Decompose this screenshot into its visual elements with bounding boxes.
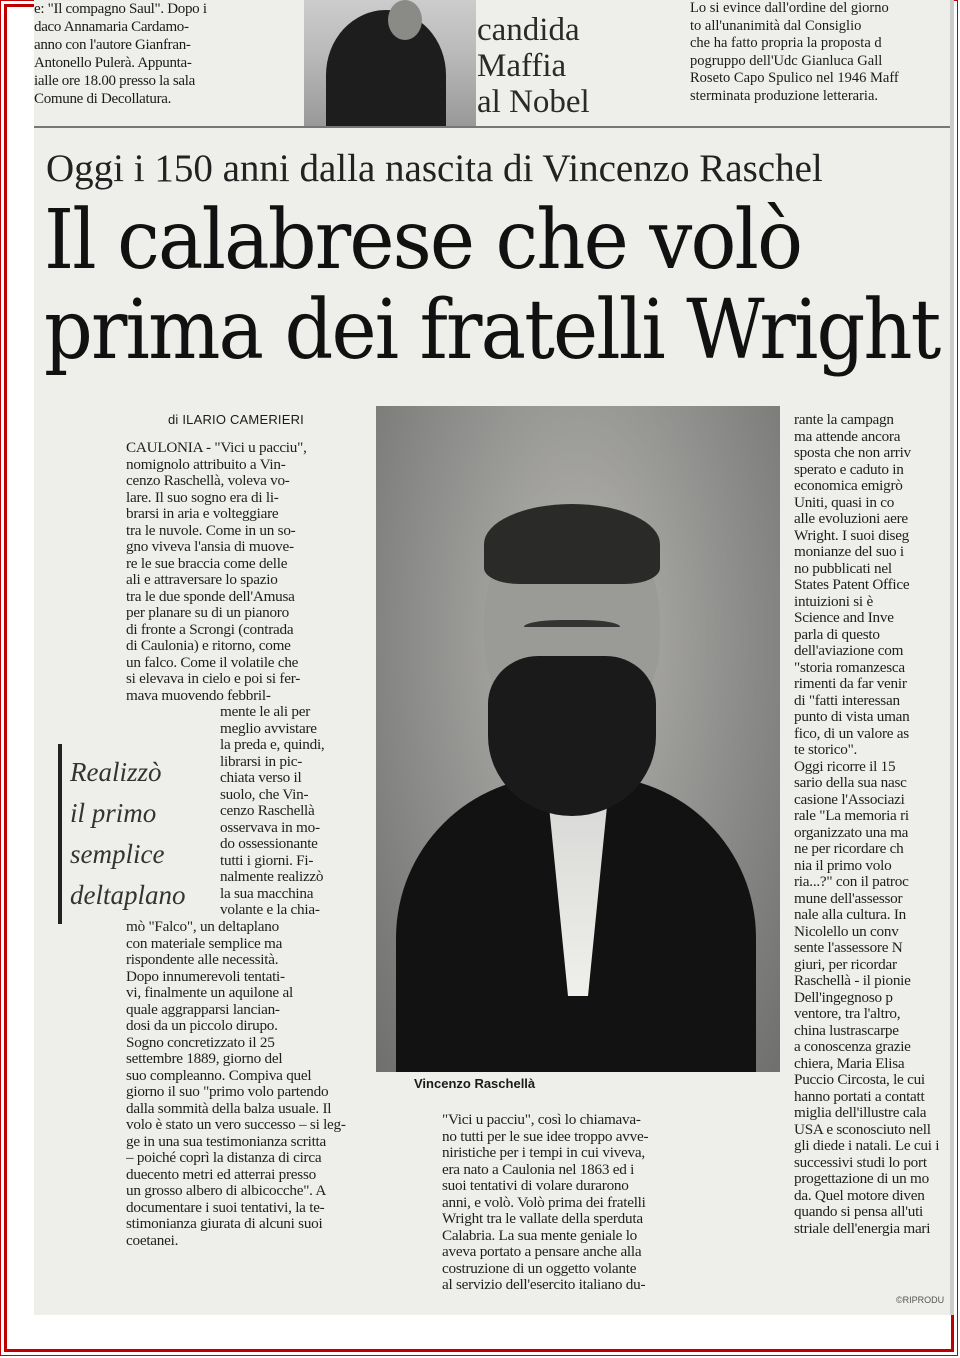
text-line: Comune di Decollatura. — [34, 91, 172, 107]
text-line: la preda e, quindi, — [220, 737, 325, 753]
text-line: no tutti per le sue idee troppo avve- — [442, 1128, 649, 1145]
text-line: china lustrascarpe — [794, 1022, 899, 1039]
column-1-wrap — [220, 704, 396, 919]
text-line: pogruppo dell'Udc Gianluca Gall — [690, 52, 883, 69]
text-line: duecento metri ed atterrai presso — [126, 1166, 316, 1183]
text-line: mente le ali per — [220, 704, 311, 720]
text-line: suolo, che Vin- — [220, 786, 309, 803]
scan-edge — [950, 0, 954, 1315]
text-line: mune dell'assessor — [794, 890, 903, 907]
text-line: ge in una sua testimonianza scritta — [126, 1133, 327, 1150]
text-line: con materiale semplice ma — [126, 935, 283, 952]
headline-line: al Nobel — [477, 84, 590, 120]
text-line: Calabria. La sua mente geniale lo — [442, 1227, 638, 1244]
text-line: Nicolello un conv — [794, 923, 899, 940]
photo-silhouette — [326, 10, 446, 126]
text-line: costruzione di un oggetto volante — [442, 1260, 637, 1277]
text-line: nia il primo volo — [794, 857, 892, 874]
text-line: successivi studi lo port — [794, 1154, 927, 1171]
text-line: ria...?" con il patroc — [794, 874, 909, 890]
text-line: chiata verso il — [220, 770, 302, 786]
text-line: un grosso albero di albicocche". A — [126, 1183, 327, 1199]
photo-caption: Vincenzo Raschellà — [414, 1076, 536, 1091]
text-line: anno con l'autore Gianfran- — [34, 37, 191, 53]
top-divider — [34, 126, 954, 128]
text-line: Lo si evince dall'ordine del giorno — [690, 0, 889, 16]
newspaper-clipping — [34, 0, 954, 1315]
text-line: re le sue braccia come delle — [126, 555, 288, 572]
photo-face — [388, 0, 422, 40]
text-line: Antonello Pulerà. Appunta- — [34, 55, 192, 71]
text-line: suo compleanno. Compiva quel — [126, 1067, 312, 1084]
text-line: chiera, Maria Elisa — [794, 1055, 905, 1072]
text-line: Dopo innumerevoli tentati- — [126, 968, 285, 985]
text-line: Puccio Circosta, le cui — [794, 1072, 925, 1088]
text-line: miglia dell'illustre cala — [794, 1105, 927, 1121]
text-line: intuizioni si è — [794, 593, 873, 610]
text-line: ne per ricordare ch — [794, 841, 904, 857]
portrait-beard — [488, 656, 656, 816]
text-line: tutti i giorni. Fi- — [220, 852, 314, 869]
text-line: monianze del suo i — [794, 544, 904, 560]
text-line: Science and Inve — [794, 610, 894, 626]
text-line: che ha fatto propria la proposta d — [690, 35, 882, 51]
kicker-headline: Oggi i 150 anni dalla nascita di Vincenzo Raschel — [46, 147, 823, 190]
top-photo — [304, 0, 476, 126]
text-line: fico, di un valore as — [794, 725, 909, 742]
text-line: organizzato una ma — [794, 824, 909, 841]
text-line: settembre 1889, giorno del — [126, 1051, 283, 1067]
text-line: ventore, tra l'altro, — [794, 1006, 901, 1022]
text-line: era nato a Caulonia nel 1863 ed i — [442, 1161, 635, 1178]
text-line: "Vici u pacciu", così lo chiamava- — [442, 1112, 641, 1128]
text-line: documentare i suoi tentativi, la te- — [126, 1199, 325, 1216]
text-line: al servizio dell'esercito italiano du- — [442, 1277, 646, 1293]
column-2 — [442, 1112, 770, 1294]
column-1-bottom — [126, 919, 394, 1249]
text-line: tra le nuvole. Come in un so- — [126, 522, 296, 539]
text-line: mò "Falco", un deltaplano — [126, 919, 279, 935]
text-line: nale alla cultura. In — [794, 907, 906, 923]
text-line: la sua macchina — [220, 885, 314, 902]
text-line: un falco. Come il volatile che — [126, 654, 299, 671]
text-line: e: "Il compagno Saul". Dopo i — [34, 1, 207, 17]
text-line: di "fatti interessan — [794, 692, 900, 709]
text-line: vi, finalmente un aquilone al — [126, 985, 293, 1001]
text-line: per planare su di un pianoro — [126, 605, 289, 621]
text-line: sario della sua nasc — [794, 775, 907, 791]
text-line: to all'unanimità dal Consiglio — [690, 17, 862, 34]
text-line: Sogno concretizzato il 25 — [126, 1034, 275, 1051]
text-line: cenzo Raschellà, voleva vo- — [126, 473, 290, 489]
text-line: quale aggrapparsi lancian- — [126, 1001, 280, 1018]
text-line: striale dell'energia mari — [794, 1220, 931, 1237]
pull-quote — [70, 752, 200, 916]
column-3 — [794, 412, 954, 1237]
text-line: meglio avvistare — [220, 720, 317, 737]
portrait-brow — [524, 620, 620, 637]
text-line: cenzo Raschellà — [220, 803, 315, 819]
column-1 — [126, 440, 394, 704]
text-line: do ossessionante — [220, 836, 318, 852]
text-line: Raschellà - il pionie — [794, 973, 911, 989]
text-line: quando si pensa all'uti — [794, 1204, 924, 1220]
text-line: Roseto Capo Spulico nel 1946 Maff — [690, 70, 899, 86]
text-line: gli diede i natali. Le cui i — [794, 1138, 940, 1154]
text-line: giorno il suo "primo volo partendo — [126, 1084, 329, 1100]
text-line: dalla sommità della balza usuale. Il — [126, 1100, 332, 1117]
text-line: si elevava in cielo e poi si fer- — [126, 671, 301, 687]
text-line: brarsi in aria e volteggiare — [126, 506, 279, 522]
portrait-photo — [376, 406, 780, 1072]
copyright-note: ©RIPRODU — [896, 1295, 945, 1305]
text-line: rimenti da far venir — [794, 676, 907, 692]
text-line: rispondente alle necessità. — [126, 952, 279, 968]
text-line: anni, e volò. Volò prima dei fratelli — [442, 1194, 646, 1211]
pull-quote-line: deltaplano — [70, 880, 186, 910]
text-line: di fronte a Scrongi (contrada — [126, 621, 294, 638]
pull-quote-line: il primo — [70, 798, 157, 828]
headline-line-2: prima dei fratelli Wright — [44, 283, 940, 378]
text-line: di Caulonia) e ritorno, come — [126, 638, 291, 654]
text-line: mava muovendo febbril- — [126, 687, 271, 704]
portrait-hair — [484, 504, 660, 584]
text-line: giuri, per ricordar — [794, 956, 897, 973]
headline-line: Maffia — [477, 48, 567, 84]
top-right-article — [690, 0, 954, 126]
text-line: States Patent Office — [794, 577, 910, 593]
text-line: Uniti, quasi in co — [794, 494, 895, 511]
text-line: progettazione di un mo — [794, 1171, 929, 1187]
text-line: suoi tentativi di volare durarono — [442, 1178, 629, 1194]
text-line: stimonianza giurata di alcuni suoi — [126, 1216, 323, 1232]
text-line: dosi da un piccolo dirupo. — [126, 1018, 278, 1034]
text-line: tra le due sponde dell'Amusa — [126, 588, 295, 605]
text-line: "storia romanzesca — [794, 659, 905, 676]
pull-quote-line: semplice — [70, 839, 165, 869]
text-line: sente l'assessore N — [794, 940, 903, 956]
text-line: Dell'ingegnoso p — [794, 989, 893, 1006]
headline-line: candida — [477, 12, 580, 48]
text-line: niristiche per i tempi in cui viveva, — [442, 1145, 645, 1161]
text-line: volante e la chia- — [220, 902, 320, 918]
text-line: sterminata produzione letteraria. — [690, 87, 879, 104]
text-line: da. Quel motore diven — [794, 1187, 925, 1204]
text-line: ali e attraversare lo spazio — [126, 572, 278, 588]
text-line: lare. Il suo sogno era di li- — [126, 489, 279, 506]
main-headline — [44, 193, 940, 378]
text-line: librarsi in pic- — [220, 753, 303, 770]
text-line: coetanei. — [126, 1232, 179, 1249]
text-line: ma attende ancora — [794, 428, 901, 445]
text-line: USA e sconosciuto nell — [794, 1121, 931, 1138]
text-line: CAULONIA - "Vici u pacciu", — [126, 440, 307, 456]
text-line: no pubblicati nel — [794, 560, 892, 577]
text-line: Wright. I suoi diseg — [794, 527, 910, 544]
text-line: casione l'Associazi — [794, 791, 905, 808]
text-line: economica emigrò — [794, 478, 903, 494]
byline: di ILARIO CAMERIERI — [168, 412, 304, 427]
text-line: Oggi ricorre il 15 — [794, 758, 896, 775]
text-line: rale "La memoria ri — [794, 808, 909, 824]
top-left-article — [34, 0, 260, 126]
text-line: alle evoluzioni aere — [794, 511, 908, 527]
text-line: sperato e caduto in — [794, 461, 904, 478]
pull-quote-line: Realizzò — [70, 757, 162, 787]
text-line: parla di questo — [794, 626, 880, 643]
text-line: dell'aviazione com — [794, 643, 904, 659]
headline-line-1: Il calabrese che volò — [44, 193, 802, 288]
text-line: – poiché coprì la distanza di circa — [126, 1150, 322, 1166]
pull-quote-bar — [58, 744, 62, 924]
text-line: ialle ore 18.00 presso la sala — [34, 73, 195, 89]
text-line: nomignolo attribuito a Vin- — [126, 456, 286, 473]
text-line: punto di vista uman — [794, 709, 910, 725]
text-line: volo è stato un vero successo – si leg- — [126, 1117, 346, 1133]
text-line: Wright tra le vallate della sperduta — [442, 1211, 643, 1227]
text-line: aveva portato a pensare anche alla — [442, 1244, 642, 1260]
text-line: rante la campagn — [794, 412, 894, 428]
top-mid-headline — [477, 0, 677, 126]
text-line: gno viveva l'ansia di muove- — [126, 539, 294, 555]
text-line: daco Annamaria Cardamo- — [34, 19, 189, 35]
text-line: sposta che non arriv — [794, 445, 911, 461]
text-line: nalmente realizzò — [220, 869, 324, 885]
text-line: hanno portati a contatt — [794, 1088, 925, 1105]
text-line: te storico". — [794, 742, 858, 758]
text-line: a conoscenza grazie — [794, 1039, 911, 1055]
text-line: osservava in mo- — [220, 819, 320, 836]
